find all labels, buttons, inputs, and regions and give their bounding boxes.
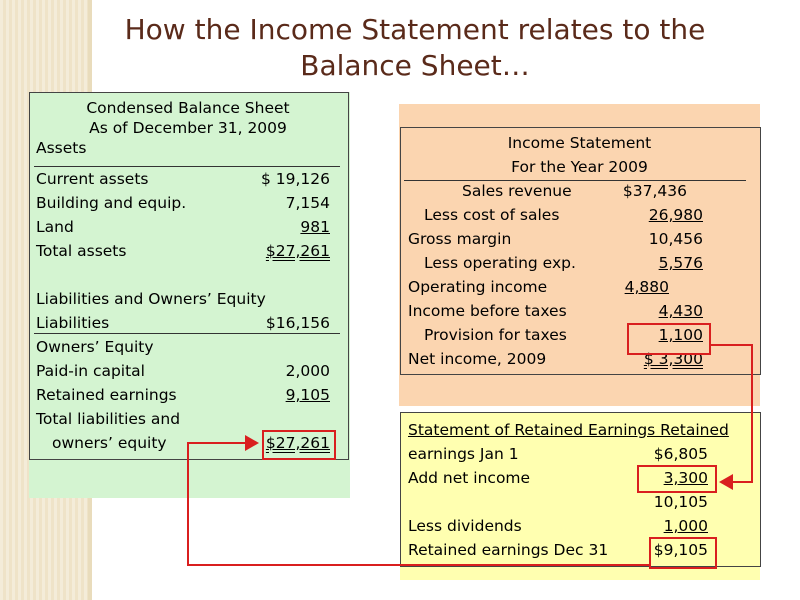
gross-margin-label: Gross margin (408, 230, 512, 248)
retained-earnings-label: Retained earnings (36, 386, 177, 404)
net-income-value: $ 3,300 (643, 350, 703, 368)
sales-revenue-label: Sales revenue (462, 182, 572, 200)
provision-for-taxes-label: Provision for taxes (424, 326, 567, 344)
operating-expenses-value: 5,576 (658, 254, 703, 272)
beginning-retained-earnings-value: $6,805 (653, 445, 708, 463)
total-assets-label: Total assets (36, 242, 127, 260)
building-value: 7,154 (285, 194, 330, 212)
income-statement-period: For the Year 2009 (511, 158, 648, 176)
liabilities-value: $16,156 (265, 314, 330, 332)
current-assets-label: Current assets (36, 170, 149, 188)
paid-in-value: 2,000 (285, 362, 330, 380)
operating-expenses-label: Less operating exp. (424, 254, 576, 272)
add-net-income-label: Add net income (408, 469, 531, 487)
total-assets-value: $27,261 (265, 242, 330, 260)
sales-revenue-value: $37,436 (622, 182, 687, 200)
beginning-retained-earnings-label: earnings Jan 1 (408, 445, 519, 463)
operating-income-label: Operating income (408, 278, 548, 296)
ending-retained-earnings-value: $9,105 (653, 541, 708, 559)
owners-equity-total-label: owners’ equity (52, 434, 167, 452)
paid-in-label: Paid-in capital (36, 362, 145, 380)
slide-title: How the Income Statement relates to the Balance Sheet… (124, 13, 706, 82)
ending-retained-earnings-label: Retained earnings Dec 31 (408, 541, 609, 559)
less-dividends-value: 1,000 (663, 517, 708, 535)
building-label: Building and equip. (36, 194, 187, 212)
balance-sheet-date: As of December 31, 2009 (89, 119, 287, 137)
net-income-label: Net income, 2009 (408, 350, 547, 368)
cost-of-sales-value: 26,980 (648, 206, 703, 224)
owners-equity-label: Owners’ Equity (36, 338, 154, 356)
retained-to-balance-sheet-arrow (188, 443, 649, 565)
net-income-to-retained-arrow (709, 345, 752, 482)
assets-label: Assets (36, 139, 87, 157)
retained-earnings-heading: Statement of Retained Earnings Retained (408, 421, 729, 439)
add-net-income-value: 3,300 (663, 469, 708, 487)
operating-income-value: 4,880 (624, 278, 669, 296)
gross-margin-value: 10,456 (648, 230, 703, 248)
less-dividends-label: Less dividends (408, 517, 522, 535)
current-assets-value: $ 19,126 (260, 170, 330, 188)
liabilities-label: Liabilities (36, 314, 110, 332)
land-label: Land (36, 218, 74, 236)
total-liabilities-label: Total liabilities and (36, 410, 181, 428)
income-before-taxes-label: Income before taxes (408, 302, 567, 320)
cost-of-sales-label: Less cost of sales (424, 206, 560, 224)
total-liabilities-equity-value: $27,261 (265, 434, 330, 452)
retained-earnings-subtotal-value: 10,105 (653, 493, 708, 511)
provision-for-taxes-value: 1,100 (658, 326, 703, 344)
retained-earnings-value: 9,105 (285, 386, 330, 404)
land-value: 981 (300, 218, 330, 236)
income-before-taxes-value: 4,430 (658, 302, 703, 320)
income-statement-heading: Income Statement (507, 134, 652, 152)
balance-sheet-heading: Condensed Balance Sheet (86, 99, 290, 117)
liabilities-equity-label: Liabilities and Owners’ Equity (36, 290, 266, 308)
